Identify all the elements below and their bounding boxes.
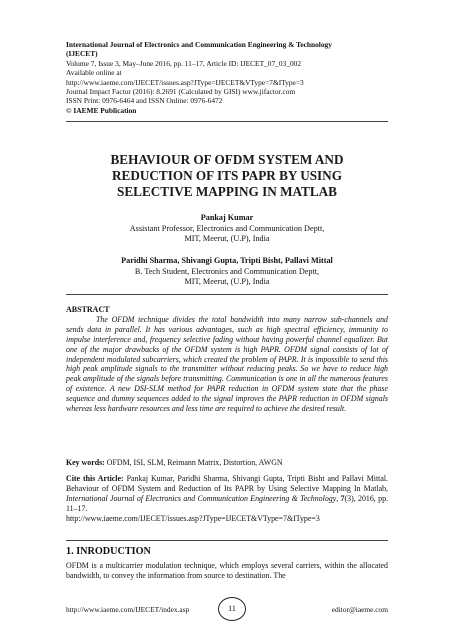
citation-journal: International Journal of Electronics and Communication Engineering & Technology (66, 493, 337, 503)
page-number: 11 (218, 597, 246, 621)
author-name: Pankaj Kumar (200, 213, 254, 222)
keywords-line (66, 458, 388, 468)
abstract-heading: ABSTRACT (66, 305, 110, 314)
author-affiliation-1: Assistant Professor, Electronics and Communication Deptt, (129, 223, 325, 233)
journal-name: International Journal of Electronics and Communication Engineering & Technology (66, 40, 332, 49)
keywords-label: Key words: (66, 458, 105, 467)
journal-abbreviation: (IJECET) (66, 49, 98, 59)
author-affiliation-2: MIT, Meerut, (U.P), India (184, 234, 270, 244)
author-names: Paridhi Sharma, Shivangi Gupta, Tripti Bisht, Pallavi Mittal (121, 256, 333, 265)
journal-header (66, 40, 396, 115)
citation-volume: 7 (340, 493, 345, 503)
citation-url[interactable]: http://www.iaeme.com/IJECET/issues.asp?JType=IJECET&VType=7&IType=3 (66, 513, 320, 523)
author-affiliation-2: MIT, Meerut, (U.P), India (184, 277, 270, 287)
title-line-1: BEHAVIOUR OF OFDM SYSTEM AND (110, 152, 344, 167)
footer-email[interactable]: editor@iaeme.com (331, 605, 388, 614)
abstract-section (66, 305, 388, 414)
intro-text: OFDM is a multicarrier modulation technique, which employs several carriers, within the allocated bandwidth, to convey the information from source to destination. The (66, 561, 388, 580)
abstract-divider (66, 294, 388, 295)
issue-url[interactable]: http://www.iaeme.com/IJECET/issues.asp?JType=IJECET&VType=7&IType=3 (66, 77, 304, 87)
keywords-text: OFDM, ISI, SLM, Reimann Matrix, Distortion, AWGN (106, 458, 283, 467)
page-footer (66, 603, 388, 619)
section-heading: 1. INRODUCTION (66, 546, 151, 557)
publisher: © IAEME Publication (66, 105, 137, 115)
title-line-2: REDUCTION OF ITS PAPR BY USING (112, 168, 342, 183)
citation-issue-pages: (3), 2016, pp. 11–17. (66, 493, 388, 513)
abstract-text: The OFDM technique divides the total bandwidth into many narrow sub-channels and sends data in parallel. It has various advantages, such as high spectral efficiency, immunity to impulse interference and, frequency selective fading without having powerful channel equalizer. But one of the major drawbacks of the OFDM system is high PAPR. OFDM signal consists of lot of independent modulated subcarriers, which created the problem of PAPR. It is impossible to send this high peak amplitude signals to the transmitter without reducing peaks. So we have to reduce high peak amplitude of the signals before transmitting. Communication is one in all the numerous features of existence. A new DSI-SLM method for PAPR reduction in OFDM system state that the phase sequence and dummy sequences added to the signal improves the PAPR reduction in OFDM signals whereas less hardware resources and less time are required to achieve the desired result. (66, 314, 388, 414)
citation-label: Cite this Article: (66, 474, 124, 483)
available-online: Available online at (66, 68, 122, 78)
issn-line: ISSN Print: 0976-6464 and ISSN Online: 0976-6472 (66, 96, 223, 106)
volume-line: Volume 7, Issue 3, May–June 2016, pp. 11–17, Article ID: IJECET_07_03_002 (66, 58, 302, 68)
intro-divider (66, 540, 388, 541)
author-block-2 (66, 256, 388, 288)
title-line-3: SELECTIVE MAPPING IN MATLAB (117, 184, 337, 199)
citation-authors: Pankaj Kumar, Paridhi Sharma, Shivangi Gupta, Tripti Bisht and Pallavi Mittal. Behaviour of OFDM System and Reduction of Its PAPR by Using Selective Mapping In Matlab, (66, 474, 389, 493)
citation-block (66, 474, 388, 524)
citation-text: Cite this Article: Pankaj Kumar, Paridhi Sharma, Shivangi Gupta, Tripti Bisht and Pallavi Mittal. Behaviour of OFDM System and Reduction of Its PAPR by Using Selective Mapping In Matlab, International Journal of Electronics and Communication Engineering & Technology, 7(3), 2016, pp. 11–17. (66, 474, 389, 513)
header-divider (66, 121, 388, 122)
impact-factor: Journal Impact Factor (2016): 8.2691 (Calculated by GISI) www.jifactor.com (66, 87, 296, 97)
author-block-1 (66, 213, 388, 245)
paper-title (66, 152, 388, 200)
author-affiliation-1: B. Tech Student, Electronics and Communication Deptt, (134, 266, 320, 276)
footer-url[interactable]: http://www.iaeme.com/IJECET/index.asp (66, 605, 190, 614)
